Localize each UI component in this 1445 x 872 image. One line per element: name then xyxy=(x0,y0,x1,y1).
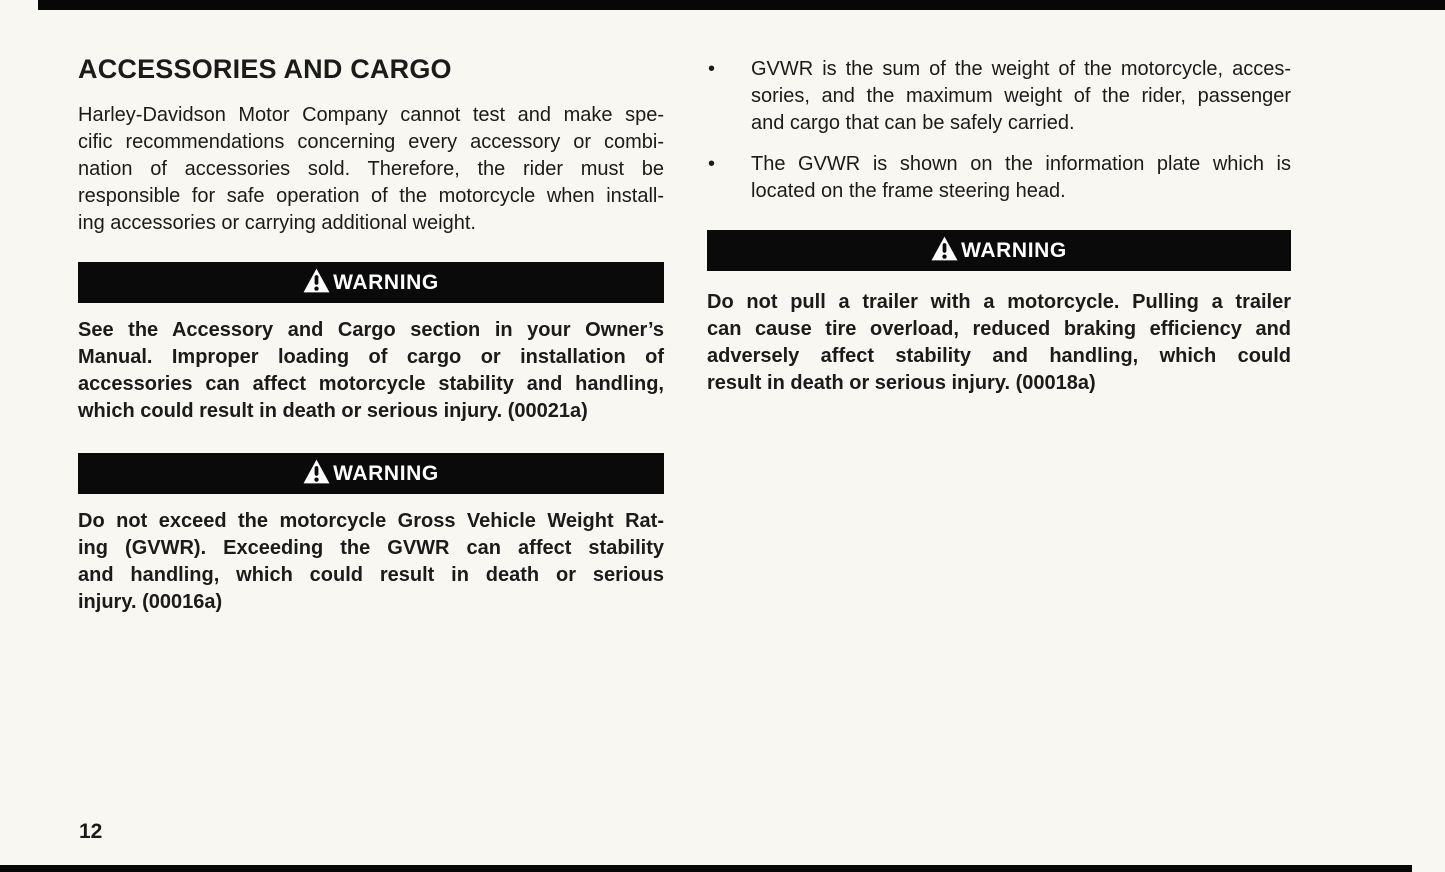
section-title: ACCESSORIES AND CARGO xyxy=(78,54,452,84)
warning-banner-label: WARNING xyxy=(961,238,1067,262)
bullet-marker: • xyxy=(708,153,716,175)
warning-paragraph: See the Accessory and Cargo section in your Owner’s Manual. Improper loading of cargo or installation of accessories can affect motorcycle stability and handling, which could result in death or serious injury. (00021a) xyxy=(78,319,664,422)
left-column xyxy=(78,0,664,616)
warning-paragraph: Do not pull a trailer with a motorcycle. Pulling a trailer can cause tire overload, reduced braking efficiency and adversely affect stability and handling, which could result in death or serious injury. (00018a) xyxy=(707,291,1291,394)
bullet-list xyxy=(707,0,1291,205)
warning-paragraph: Do not exceed the motorcycle Gross Vehicle Weight Rat- ing (GVWR). Exceeding the GVWR can affect stability and handling, which could result in death or serious injury. (00016a) xyxy=(78,510,664,613)
page-number: 12 xyxy=(79,820,103,843)
bullet-item xyxy=(707,151,1291,205)
bullet-text: GVWR is the sum of the weight of the motorcycle, acces- sories, and the maximum weight of the rider, passenger and cargo that can be safely carried. xyxy=(751,58,1291,134)
warning-banner-label: WARNING xyxy=(333,461,439,485)
bullet-marker: • xyxy=(708,58,716,80)
warning-banner-label: WARNING xyxy=(333,270,439,294)
right-column xyxy=(707,0,1291,397)
warning-banner xyxy=(78,453,664,494)
warning-banner xyxy=(78,262,664,303)
bullet-text: The GVWR is shown on the information plate which is located on the frame steering head. xyxy=(751,153,1291,202)
warning-banner xyxy=(707,230,1291,271)
warning-triangle-icon xyxy=(931,235,958,262)
intro-paragraph: Harley-Davidson Motor Company cannot test and make spe- cific recommendations concerning every accessory or combi- nation of accessories sold. Therefore, the rider must be responsible for safe operation of the motorcycle when install- ing accessories or carrying additional weight. xyxy=(78,104,664,234)
warning-triangle-icon xyxy=(303,458,330,485)
bullet-item xyxy=(707,56,1291,137)
warning-triangle-icon xyxy=(303,267,330,294)
bottom-scan-edge-bar xyxy=(0,865,1412,872)
